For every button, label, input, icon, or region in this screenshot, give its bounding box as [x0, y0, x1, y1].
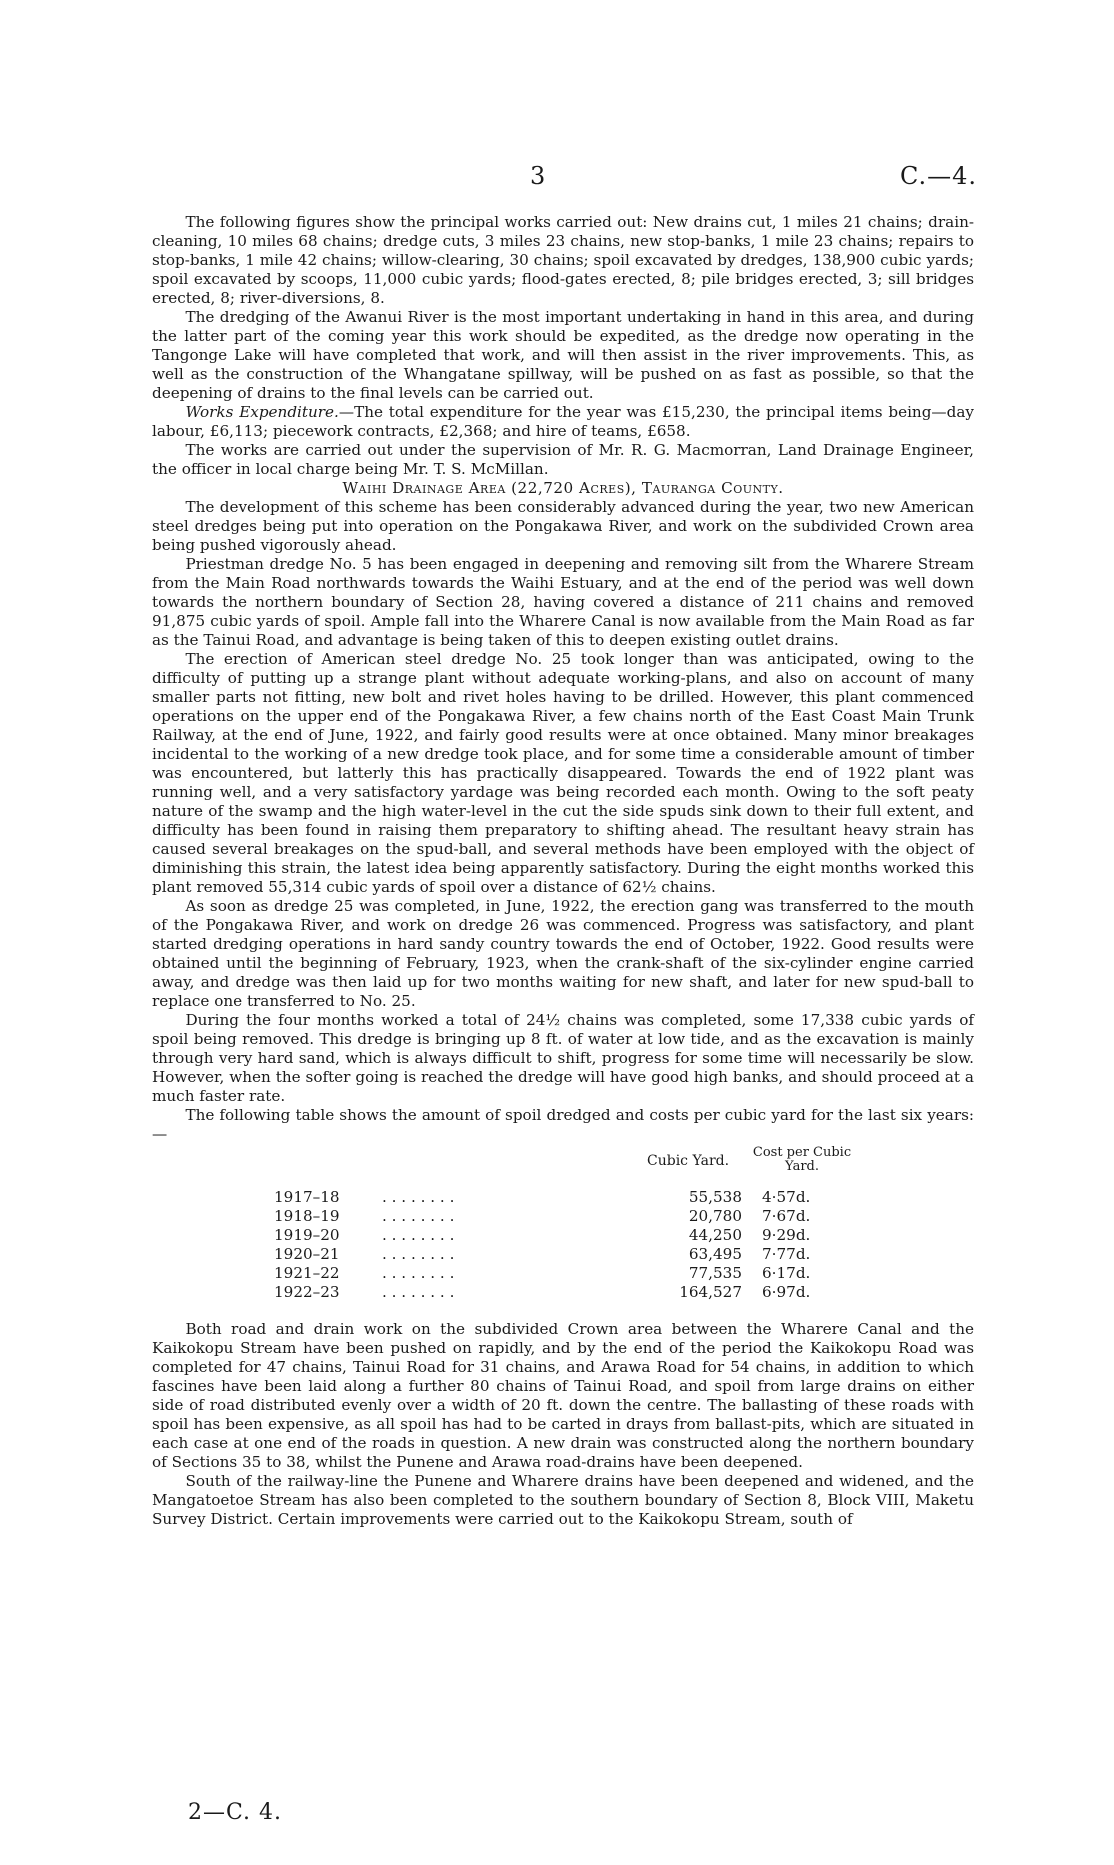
paragraph: As soon as dredge 25 was completed, in June, 1922, the erection gang was transferred to the mouth of the Pongakawa River, and work on dredge 26 was commenced. Progress was satisfactory, and plant started dredging operations in hard sandy country towards the end of October, 1922. Good results were obtained until the beginning of February, 1923, when the crank-shaft of the six-cylinder engine carried away, and dredge was then laid up for two months waiting for new shaft, and later for new spud-ball to replace one transferred to No. 25. [152, 897, 974, 1010]
page-number: 3 [530, 162, 546, 190]
table-row [152, 1264, 974, 1283]
row-cost: 7·77d. [762, 1245, 811, 1263]
column-header-cubic-yard: Cubic Yard. [647, 1153, 730, 1169]
row-year: 1922–23 [274, 1283, 340, 1301]
row-year: 1917–18 [274, 1188, 340, 1206]
row-year: 1918–19 [274, 1207, 340, 1225]
document-reference: C.—4. [900, 162, 978, 190]
paragraph: The erection of American steel dredge No. 25 took longer than was anticipated, owing to the difficulty of putting up a strange plant without adequate working-plans, and also on account of many smaller parts not fitting, new bolt and rivet holes having to be drilled. However, this plant commenced operations on the upper end of the Pongakawa River, a few chains north of the East Coast Main Trunk Railway, at the end of June, 1922, and fairly good results were at once obtained. Many minor breakages incidental to the working of a new dredge took place, and for some time a considerable amount of timber was encountered, but latterly this has practically disappeared. Towards the end of 1922 plant was running well, and a very satisfactory yardage was being recorded each month. Owing to the soft peaty nature of the swamp and the high water-level in the cut the side spuds sink down to their full extent, and difficulty has been found in raising them preparatory to shifting ahead. The resultant heavy strain has caused several breakages on the spud-ball, and several methods have been employed with the object of diminishing this strain, the latest idea being apparently satisfactory. During the eight months worked this plant removed 55,314 cubic yards of spoil over a distance of 62½ chains. [152, 650, 974, 896]
row-leader: . . . . . . . . [382, 1207, 455, 1225]
section-heading: Waihi Drainage Area (22,720 Acres), Tauranga County. [342, 479, 784, 497]
paragraph: The works are carried out under the supervision of Mr. R. G. Macmorran, Land Drainage Engineer, the officer in local charge being Mr. T. S. McMillan. [152, 441, 974, 478]
row-cubic: 77,535 [688, 1264, 742, 1282]
table-row [152, 1188, 974, 1207]
table-row [152, 1283, 974, 1302]
spoil-table [152, 1145, 974, 1302]
paragraph: The development of this scheme has been considerably advanced during the year, two new American steel dredges being put into operation on the Pongakawa River, and work on the subdivided Crown area being pushed vigorously ahead. [152, 498, 974, 554]
row-year: 1919–20 [274, 1226, 340, 1244]
row-cubic: 20,780 [688, 1207, 742, 1225]
paragraph-works-expenditure [152, 403, 974, 441]
row-cubic: 55,538 [688, 1188, 742, 1206]
row-cost: 9·29d. [762, 1226, 811, 1244]
row-cubic: 164,527 [679, 1283, 742, 1301]
paragraph: South of the railway-line the Punene and Wharere drains have been deepened and widened, and the Mangatoetoe Stream has also been completed to the southern boundary of Section 8, Block VIII, Maketu Survey District. Certain improvements were carried out to the Kaikokopu Stream, south of [152, 1472, 974, 1528]
row-cubic: 63,495 [688, 1245, 742, 1263]
column-header-cost: Cost per Cubic Yard. [752, 1145, 852, 1174]
row-cost: 4·57d. [762, 1188, 811, 1206]
paragraph: Priestman dredge No. 5 has been engaged in deepening and removing silt from the Wharere Stream from the Main Road northwards towards the Waihi Estuary, and at the end of the period was well down towards the northern boundary of Section 28, having covered a distance of 211 chains and removed 91,875 cubic yards of spoil. Ample fall into the Wharere Canal is now available from the Main Road as far as the Tainui Road, and advantage is being taken of this to deepen existing outlet drains. [152, 555, 974, 649]
row-cost: 6·17d. [762, 1264, 811, 1282]
row-cost: 6·97d. [762, 1283, 811, 1301]
table-row [152, 1207, 974, 1226]
paragraph: Both road and drain work on the subdivided Crown area between the Wharere Canal and the Kaikokopu Stream have been pushed on rapidly, and by the end of the period the Kaikokopu Road was completed for 47 chains, Tainui Road for 31 chains, and Arawa Road for 54 chains, in addition to which fascines have been laid along a further 80 chains of Tainui Road, and spoil from large drains on either side of road distributed evenly over a width of 20 ft. down the centre. The ballasting of these roads with spoil has been expensive, as all spoil has had to be carted in drays from ballast-pits, which are situated in each case at one end of the roads in question. A new drain was constructed along the northern boundary of Sections 35 to 38, whilst the Punene and Arawa road-drains have been deepened. [152, 1320, 974, 1471]
footer-signature: 2—C. 4. [188, 1800, 283, 1825]
row-cost: 7·67d. [762, 1207, 811, 1225]
table-header [152, 1145, 974, 1188]
paragraph: The following figures show the principal works carried out: New drains cut, 1 miles 21 chains; drain-cleaning, 10 miles 68 chains; dredge cuts, 3 miles 23 chains, new stop-banks, 1 mile 23 chains; repairs to stop-banks, 1 mile 42 chains; willow-clearing, 30 chains; spoil excavated by dredges, 138,900 cubic yards; spoil excavated by scoops, 11,000 cubic yards; flood-gates erected, 8; pile bridges erected, 3; sill bridges erected, 8; river-diversions, 8. [152, 213, 974, 307]
row-leader: . . . . . . . . [382, 1245, 455, 1263]
row-year: 1920–21 [274, 1245, 340, 1263]
paragraph: The dredging of the Awanui River is the most important undertaking in hand in this area, and during the latter part of the coming year this work should be expedited, as the dredge now operating in the Tangonge Lake will have completed that work, and will then assist in the river improvements. This, as well as the construction of the Whangatane spillway, will be pushed on as fast as possible, so that the deepening of drains to the final levels can be carried out. [152, 308, 974, 402]
document-body [152, 213, 974, 1529]
paragraph: During the four months worked a total of 24½ chains was completed, some 17,338 cubic yards of spoil being removed. This dredge is bringing up 8 ft. of water at low tide, and as the excavation is mainly through very hard sand, which is always difficult to shift, progress for some time will necessarily be slow. However, when the softer going is reached the dredge will have good high banks, and should proceed at a much faster rate. [152, 1011, 974, 1105]
paragraph: The following table shows the amount of spoil dredged and costs per cubic yard for the last six years:— [152, 1106, 974, 1143]
row-leader: . . . . . . . . [382, 1264, 455, 1282]
row-leader: . . . . . . . . [382, 1283, 455, 1301]
table-row [152, 1226, 974, 1245]
row-leader: . . . . . . . . [382, 1226, 455, 1244]
row-cubic: 44,250 [688, 1226, 742, 1244]
row-leader: . . . . . . . . [382, 1188, 455, 1206]
table-row [152, 1245, 974, 1264]
row-year: 1921–22 [274, 1264, 340, 1282]
works-expenditure-label: Works Expenditure. [185, 403, 339, 421]
works-expenditure-text: —The total expenditure for the year was £15,230, the principal items being—day labour, £6,113; piecework contracts, £2,368; and hire of teams, £658. [152, 403, 974, 440]
